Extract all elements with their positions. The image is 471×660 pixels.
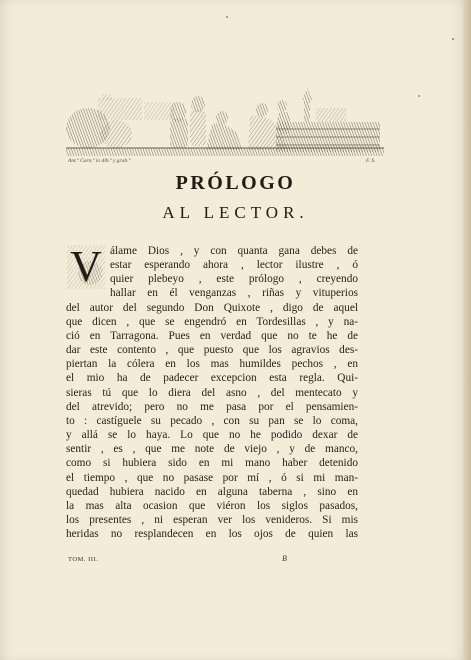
text-line: la mas alta ocasion que viéron los siglos pasados, <box>66 499 358 512</box>
text-line: heridas no resplandecen en los ojos de quien las <box>66 528 358 541</box>
text-line: del autor del segundo Don Quixote , digo de aquel <box>66 301 358 314</box>
foxing-spot <box>452 38 454 40</box>
text-line: ció en Tarragona. Pues en verdad que no te he de <box>66 329 358 342</box>
volume-label: TOM. III. <box>68 556 99 563</box>
foxing-spot <box>226 16 228 18</box>
text-line: quier plebeyo , este prólogo , creyendo <box>110 273 358 286</box>
text-line: hallar en él venganzas , riñas y vituperios <box>110 287 358 300</box>
text-line: del atrevido; pero no me pasa por el pensamien- <box>66 400 358 413</box>
text-line: sieras tú que lo diera del asno , del mentecato y <box>66 386 358 399</box>
engraver-credit: Ant.º Carn.º lo dib.º y grab.º <box>68 158 131 164</box>
text-line: y allá se lo haya. Lo que no he podido dexar de <box>66 429 358 442</box>
artist-credit: F. S. <box>366 158 376 164</box>
text-line: dar este contento , que puesto que los agravios des- <box>66 344 358 357</box>
prologue-text <box>66 244 358 541</box>
text-line: que dicen , que se engendró en Tordesillas , y na- <box>66 315 358 328</box>
text-line: estar esperando ahora , lector ilustre , ó <box>110 259 358 272</box>
text-line: piertan la cólera en los mas humildes pechos , en <box>66 358 358 371</box>
page-subtitle: AL LECTOR. <box>162 203 309 222</box>
text-line: sentir , es , que me note de viejo , y de manco, <box>66 443 358 456</box>
text-line: como si hubiera sido en mi mano haber detenido <box>66 457 358 470</box>
engraved-vignette <box>66 84 384 156</box>
signature-mark: B <box>282 554 287 563</box>
page-gutter <box>463 0 471 660</box>
text-line: to : castíguele su pecado , con su pan se lo coma, <box>66 414 358 427</box>
text-line: el tiempo , que no pasase por mí , ó si mi man- <box>66 471 358 484</box>
text-line: quedad hubiera nacido en alguna taberna , sino en <box>66 485 358 498</box>
text-line: el mio ha de padecer excepcion esta regla. Qui- <box>66 372 358 385</box>
text-line: álame Dios , y con quanta gana debes de <box>110 245 358 257</box>
text-line: los presentes , ni esperan ver los venideros. Si mis <box>66 513 358 526</box>
drop-cap-letter: V <box>70 242 102 291</box>
page-title: PRÓLOGO <box>175 172 296 194</box>
foxing-spot <box>418 95 420 97</box>
